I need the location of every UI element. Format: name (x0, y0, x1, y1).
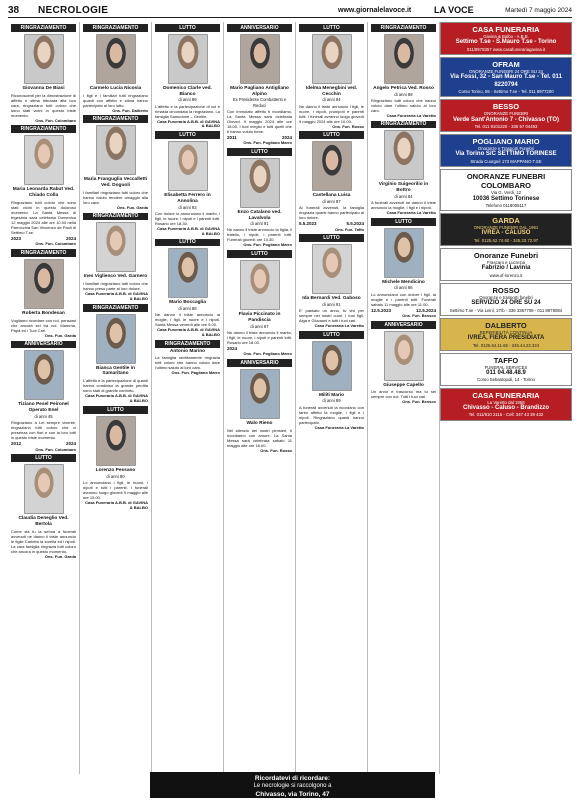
obituary-notice (155, 340, 220, 376)
portrait-photo (24, 464, 64, 514)
funeral-home-signature: Casa Funeraria La Varetto (314, 424, 364, 430)
portrait-photo (168, 248, 208, 298)
deceased-name: Bianca Gentile in Samaritano (96, 365, 135, 377)
notice-text: Ai funerali avvenuti, la famiglia ringrazia quanti hanno partecipato al loro dolore. (299, 205, 364, 221)
deceased-name: Enzo Catalano ved. Lavalvola (237, 209, 282, 221)
funeral-home-signature: Ons. Fun. Taffo (334, 226, 364, 232)
notice-type-band: LUTTO (227, 250, 292, 258)
funeral-home-signature: Ons. Fun. Pogliano Marro (243, 140, 292, 146)
obituary-column-2 (80, 22, 152, 774)
portrait-photo (384, 34, 424, 84)
funeral-home-ad (440, 248, 572, 281)
portrait-photo (168, 141, 208, 191)
ad-address: 10036 Settimo Torinese (472, 195, 540, 202)
notice-text: L'affetto e la partecipazione di quanti hanno condiviso la grande perdita sono stati di grande conforto. (83, 378, 148, 394)
deceased-name: Walo Rieno (246, 420, 273, 426)
year-start: 2012 (11, 441, 22, 447)
funeral-home-signature: Ons. Fun. Garda (116, 204, 148, 210)
ad-title: CASA FUNERARIA (472, 390, 540, 400)
paper-name: LA VOCE (434, 5, 474, 15)
obituary-notice (11, 454, 76, 559)
ad-contact: Telefono 0118005117 (485, 202, 527, 208)
footer-address: Chivasso, via Torino, 47 (255, 791, 330, 799)
ad-contact: Corso Sebastopoli, 14 - Torino (477, 377, 535, 383)
deceased-name: Angelo Petrica Ved. Rosso (373, 85, 434, 91)
ad-address: IVREA - CALUSO (481, 230, 531, 237)
ad-contact: Tel. 011 9101220 - 335 57 04493 (474, 123, 538, 129)
notice-type-band: RINGRAZIAMENTO (83, 304, 148, 312)
notice-text: A funerali avvenuti la ricordano con tanto affetto la moglie, i figli e i nipoti. Ringraziano quanti hanno partecipato. (299, 404, 364, 425)
deceased-name: Maria Leonarda Rabut Ved. Chiado Colla (12, 187, 75, 198)
ad-address: Settimo T.se - S.Mauro T.se - Torino (455, 39, 557, 46)
deceased-age: di anni 67 (250, 323, 269, 329)
notice-type-band: LUTTO (299, 24, 364, 32)
funeral-home-signature: Casa Funeraria A.B.B. di GAVINA & BALBO (85, 291, 148, 302)
obituary-notice (371, 24, 436, 119)
notice-type-band: LUTTO (155, 24, 220, 32)
notice-type-band: LUTTO (11, 454, 76, 462)
ad-subtitle: Via G. Verdi, 12 (490, 190, 522, 196)
ad-subtitle: Frascaro e Lucrezia (487, 260, 525, 266)
portrait-photo (384, 130, 424, 180)
notice-text: Un anno è trascorso ma tu sei sempre con noi. Tutti i tuoi cari. (371, 389, 436, 400)
footer-notice (150, 772, 435, 798)
notice-type-band: LUTTO (227, 148, 292, 156)
ad-subtitle: FUNERAL SERVICES (484, 364, 528, 370)
notice-type-band: RINGRAZIAMENTO (83, 213, 148, 221)
deceased-name: Antonio Marino (169, 348, 206, 354)
ad-contact: Tel. 0125.62.74.60 - 345.33.72.97 (473, 237, 539, 243)
funeral-home-ad (440, 283, 572, 316)
deceased-name: Lorenzo Pessano (95, 467, 136, 473)
ad-contact: Strada Cuorgnè 173 MAPPANO T.SE (470, 158, 542, 164)
deceased-age: di anni 93 (178, 204, 197, 210)
obituary-column-3 (152, 22, 224, 774)
notice-type-band: LUTTO (299, 234, 364, 242)
notice-type-band: RINGRAZIAMENTO (11, 24, 76, 32)
deceased-name: Michele Mendicino (382, 279, 425, 285)
obituary-notice (299, 234, 364, 329)
funeral-home-signature: Ons. Fun. Colombaro (35, 241, 76, 247)
notice-text: Ne danno il triste annuncio i figli, le nuore, i nipoti, pronipoti e parenti tutti. I funerali avranno luogo giovedì 9 maggio 2024 alle ore 10.00. (299, 103, 364, 124)
ad-subtitle: ONORANZE FUNEBRI (483, 111, 529, 117)
portrait-photo (24, 350, 64, 400)
notice-text: Ringraziano tutti coloro che sono stati vicini in questo doloroso momento. La Santa Messa di trigesima sarà celebrata Domenica 12 maggio 2024 alle ore 10.00 nella Parrocchia San Vincenzo de Paoli di Settimo T.se. (11, 199, 76, 235)
funeral-home-ad (440, 22, 572, 55)
ad-title: Onoranze Funebri (473, 250, 539, 260)
obituary-notice (11, 249, 76, 338)
obituary-notice (155, 131, 220, 236)
funeral-home-ad (440, 318, 572, 351)
obituary-notice (371, 218, 436, 319)
notice-text: Con immutato affetto ti ricordiamo. La Santa Messa sarà celebrata Gioved. 9 maggio 2024 alle ore 18.00. I tuoi meglio e tutti quelli che ti hanno voluto bene. (227, 108, 292, 134)
notice-text: Nel silenzio dei nostri pensieri, ti ricordiamo con amore. La Santa Messa sarà celebrata sabato 11 maggio alle ore 18.00. (227, 427, 292, 448)
notice-text: I familiari ringraziano tutti coloro che hanno preso parte al loro dolore. (83, 281, 148, 292)
portrait-photo (24, 34, 64, 84)
footer-line-1: Ricordatevi di ricordare: (254, 775, 331, 782)
deceased-age: di anni 89 (178, 97, 197, 103)
deceased-name: Giuseppe Capello (383, 382, 424, 388)
notice-years (11, 441, 76, 446)
funeral-home-ad (440, 99, 572, 132)
funeral-home-ad (440, 57, 572, 97)
obituary-notice (371, 321, 436, 405)
year-end: 2024 (281, 134, 292, 140)
ad-title: ROSSO (492, 285, 520, 295)
deceased-name: Elisabetta Ferrero in Annolina (164, 192, 211, 204)
notice-type-band: ANNIVERSARIO (371, 321, 436, 329)
deceased-name: Flavia Piccinato in Pandiscia (238, 312, 281, 323)
ad-address: Fabrizio / Lavinia (481, 265, 531, 272)
funeral-home-signature: Ons. Fun. Rosso (332, 123, 364, 129)
funeral-home-signature: Casa Funeraria La Varetto (314, 323, 364, 329)
notice-text: Lo annunciano con dolore i figli, la moglie e i parenti tutti. Funerali sabato 11 maggio alle ore 11.00. (371, 291, 436, 307)
notice-text: Ne danno il triste annuncio il marito, i figli, le nuore, i nipoti e parenti tutti. Rosario ore 18.00. (227, 329, 292, 345)
deceased-name: Roberta Bondesan (22, 310, 65, 316)
funeral-home-ad (440, 213, 572, 246)
notice-text: Come sia fu la sehna a funerali avvenuti ne danno il triste annuncio le figlie Carlotta la sorella ed i nipoti. La cara famiglia ringrazia tutti coloro che ancora in questo momento. (11, 528, 76, 554)
notice-type-band: RINGRAZIAMENTO (11, 125, 76, 133)
notice-type-band: ANNIVERSARIO (11, 341, 76, 349)
funeral-home-signature: Ons. Fun. Pogliano Marro (243, 242, 292, 248)
ad-subtitle: REPERIBILITÀ CONTINUA (479, 329, 533, 335)
portrait-photo (168, 34, 208, 84)
portrait-photo (96, 34, 136, 84)
deceased-name: Maria Franguglia Veccalletti Ved. Doguoli (83, 177, 148, 188)
deceased-age: di anni 80 (106, 473, 125, 479)
notice-type-band: RINGRAZIAMENTO (371, 121, 436, 129)
year-start: 12.5.2023 (371, 307, 392, 313)
obituary-notice (227, 148, 292, 248)
section-title: NECROLOGIE (38, 5, 109, 16)
obituary-column-6 (368, 22, 440, 774)
notice-text: Ne danno il triste annuncio la figlia, il fratello, i nipoti, i parenti tutti. Funerali giovedì ore 10.30. (227, 227, 292, 243)
portrait-photo (240, 260, 280, 310)
portrait-photo (240, 34, 280, 84)
notice-type-band: RINGRAZIAMENTO (155, 340, 220, 348)
deceased-age: di anni 91 (322, 301, 341, 307)
obituary-notice (11, 341, 76, 453)
deceased-name: Virginio Suigeorilio in Bottro (378, 182, 429, 194)
obituary-notice (11, 125, 76, 247)
obituary-notice (83, 115, 148, 210)
portrait-photo (96, 222, 136, 272)
notice-type-band: RINGRAZIAMENTO (83, 24, 148, 32)
obituary-notice (299, 24, 364, 129)
notice-type-band: ANNIVERSARIO (227, 359, 292, 367)
obituary-column-5 (296, 22, 368, 774)
notice-type-band: LUTTO (299, 331, 364, 339)
ad-subtitle: Onoranze e trasporti funebri (479, 295, 533, 301)
obituary-notice (83, 406, 148, 510)
portrait-photo (312, 141, 352, 191)
funeral-home-ad (440, 388, 572, 421)
portrait-photo (24, 259, 64, 309)
notice-text: Con dolore lo annunciano il marito, i figli, le nuore, i nipoti e i parenti tutti. Rosario ore 18.30. (155, 210, 220, 226)
funeral-home-signature: Ons. Fun. Pogliano Marro (243, 351, 292, 357)
notice-text: Ne danno il triste annuncio la moglie, i figli, le nuore e i nipoti. Santa Messa venerdì alle ore 9.00. (155, 312, 220, 328)
portrait-photo (24, 135, 64, 185)
deceased-name: Domenico Clarle ved. Bianco (163, 85, 212, 97)
deceased-age: di anni 45 (34, 413, 53, 419)
year-start: 2023 (11, 235, 22, 241)
ad-address: Verde Sant'Antonio 7 - Chivasso (TO) (453, 116, 559, 123)
notice-type-band: RINGRAZIAMENTO (83, 115, 148, 123)
ad-contact: Corso Torino, 55 - Settimo T.se - Tel. 011 8977200 (458, 88, 554, 94)
obituary-notice (227, 250, 292, 357)
ad-subtitle: ONORANZE FUNEBRI 24 ORE SU 24 (468, 69, 544, 75)
ad-contact: Tel. 011/910 2115 - Cell: 347 43 39 432 (468, 412, 544, 418)
notice-type-band: RINGRAZIAMENTO (11, 249, 76, 257)
deceased-name: Idelma Menegbini ved. Cecchin (305, 85, 358, 97)
obituary-notice (299, 331, 364, 431)
deceased-name: Ines Viglienco Ved. Garnero (83, 274, 148, 280)
deceased-name: Militi Mario (318, 392, 345, 398)
notice-text: A funerali avvenuti ne danno il triste annuncio la moglie, i figli e i nipoti. (371, 200, 436, 211)
page-number: 38 (8, 5, 20, 16)
ad-address: 011 04.48.48.9 (486, 370, 526, 377)
deceased-name: Castellana Luisa (312, 193, 351, 199)
ad-subtitle: La Varetto dal 1968 (487, 399, 525, 405)
ad-address: IVREA, FIERA PRESIDIATA (467, 335, 545, 342)
obituary-column-4 (224, 22, 296, 774)
funeral-home-signature: Ons. Fun. Garda (44, 553, 76, 559)
funeral-home-signature: Casa Funeraria La Varetto (386, 210, 436, 216)
ad-address: Via Torino S/C SETTIMO TORINESE (455, 151, 557, 158)
ad-subtitle: Onoranze e Trasporti Funebri (477, 146, 535, 152)
footer-line-2: Le necrologie si raccolgono a (253, 782, 332, 789)
deceased-age: di anni 87 (322, 198, 341, 204)
obituary-notice (299, 131, 364, 232)
notice-text: I familiari ringraziano tutti coloro che hanno voluto rendere omaggio alla loro cara. (83, 189, 148, 205)
funeral-home-signature: Ons. Fun. Garda (44, 332, 76, 338)
notice-text: La famiglia sentitamente ringrazia tutti coloro che hanno voluto dare l'ultimo saluto al loro caro. (155, 355, 220, 371)
deceased-age: di anni 84 (394, 193, 413, 199)
funeral-home-signature: Ons. Fun. Colombaro (35, 117, 76, 123)
ad-subtitle: Gavina & Balbo - A.B.B. (483, 34, 529, 40)
ad-contact: 011/8978357 www.casafunerariagavina.it (466, 46, 546, 52)
deceased-age: di anni 89 (322, 398, 341, 404)
obituary-notice (227, 24, 292, 146)
notice-text: E' passato un anno, tu vivi per sempre nei nostri cuori. I tuoi figli, Alga e Giovanni e tutti i tuoi cari. (299, 308, 364, 324)
funeral-home-signature: Casa Funeraria A.B.B. di GAVINA & BALBO (157, 225, 220, 236)
notice-type-band: LUTTO (83, 406, 148, 414)
portrait-photo (96, 314, 136, 364)
notice-type-band: ANNIVERSARIO (227, 24, 292, 32)
deceased-age: Ex Presidente Combattenti e Reduci (232, 97, 287, 108)
notice-years (299, 221, 364, 226)
funeral-home-ad (440, 134, 572, 167)
deceased-name: Mario Boccaglia (169, 300, 206, 306)
notice-type-band: LUTTO (371, 218, 436, 226)
portrait-photo (312, 244, 352, 294)
funeral-home-signature: Ons. Fun. Bessco (402, 399, 436, 405)
year-start: 5.5.2023 (299, 221, 317, 227)
funeral-home-signature: Casa Funeraria A.B.B. di GAVINA & BALBO (85, 499, 148, 510)
deceased-name: Mario Pagliano Antigliano Alpino (230, 85, 289, 97)
page-header (8, 4, 572, 18)
funeral-home-signature: Casa Funeraria A.B.B. di GAVINA & BALBO (157, 118, 220, 129)
obituary-notice (11, 24, 76, 123)
notice-type-band: LUTTO (155, 239, 220, 247)
portrait-photo (240, 158, 280, 208)
notice-text: I figli e i familiari tutti ringraziano quanti con affetto e stima hanno partecipato al loro lutto. (83, 92, 148, 108)
obituary-notice (83, 304, 148, 404)
deceased-age: di anni 91 (250, 221, 269, 227)
year-start: 2024 (227, 345, 238, 351)
portrait-photo (312, 341, 352, 391)
portrait-photo (96, 125, 136, 175)
deceased-name: Claudia Deneglio Ved. Bertola (18, 516, 69, 527)
obituary-notice (155, 239, 220, 338)
notice-text: Vogliamo ricordare con noi, pensarsi che ancora sei tra noi. Mamma, Papà ed i Tuoi Cari. (11, 317, 76, 333)
ad-address: Chivasso - Caluso - Brandizzo (462, 405, 549, 412)
deceased-name: Giovanna De Biasi (22, 85, 65, 91)
issue-date: Martedì 7 maggio 2024 (505, 7, 572, 14)
portrait-photo (312, 34, 352, 84)
ad-title: CASA FUNERARIA (472, 25, 540, 34)
notice-text: Ringraziano a Lei sempre vivente, ringraziano tutti coloro che ci presenza con fiori e con la loro tutti in questo triste momento. (11, 420, 76, 441)
year-end: 2024 (65, 441, 76, 447)
ad-address: SERVIZIO 24 ORE SU 24 (471, 300, 541, 307)
ad-title: OFRAM (492, 59, 520, 69)
funeral-home-signature: Ons. Fun. Bessco (402, 313, 436, 319)
deceased-age: di anni 88 (394, 91, 413, 97)
deceased-name: Ida Bernardi Ved. Gaboso (302, 296, 361, 302)
funeral-home-ad (440, 353, 572, 386)
year-end: 5.5.2024 (346, 221, 364, 227)
funeral-home-signature: Ons. Fun. Dalberto (112, 107, 148, 113)
notice-type-band: LUTTO (299, 131, 364, 139)
obituary-notice (83, 24, 148, 113)
funeral-home-signature: Casa Funeraria A.B.B. di GAVINA & BALBO (157, 327, 220, 338)
obituary-notice (371, 121, 436, 216)
funeral-home-signature: Ons. Fun. Pagliano Marro (171, 370, 220, 376)
deceased-age: di anni 94 (322, 97, 341, 103)
portrait-photo (96, 416, 136, 466)
deceased-age: di anni 66 (394, 285, 413, 291)
notice-text: L'affetto e la partecipazione di cui è rimasta circondata la ringraziano. La famiglia Samudone – Gentile. (155, 103, 220, 119)
obituary-notice (83, 213, 148, 302)
funeral-home-signature: Casa Funeraria La Varetto (386, 112, 436, 118)
year-end: 2024 (65, 235, 76, 241)
funeral-home-signature: Casa Funeraria A.B.B. di GAVINA & BALBO (85, 393, 148, 404)
ad-subtitle: ONORANZE FUNEBRI DAL 1951 (473, 225, 539, 231)
deceased-name: Tiziano Pesel Peironel Operato Enel (18, 402, 69, 414)
ad-title: DALBERTO (485, 320, 527, 330)
funeral-home-ad (440, 169, 572, 211)
notice-text: Lo annunciano i figli, le nuore, i nipoti e tutti i parenti. I funerali avranno luogo giovedì 9 maggio alle ore 15.00. (83, 479, 148, 500)
notice-text: Ringraziano tutti coloro che hanno voluto dare l'ultimo saluto al loro caro. (371, 97, 436, 113)
funeral-home-signature: Ons. Fun. Colombaro (35, 446, 76, 452)
funeral-ads-column (440, 22, 572, 774)
ad-title: TAFFO (493, 355, 519, 365)
year-end: 12.5.2024 (415, 307, 436, 313)
year-start: 2011 (227, 134, 237, 140)
obituary-notice (227, 359, 292, 453)
site-link[interactable]: www.giornalelavoce.it (338, 7, 412, 14)
portrait-photo (240, 369, 280, 419)
deceased-name: Carmelo Lucia Nicosia (89, 85, 142, 91)
ad-title: GARDA (492, 216, 520, 226)
ad-contact: www.of-lorenzo.it (489, 272, 523, 278)
ad-contact: Settimo T.se - Via Leinì, 27/b - 339 3367709 - 011 8978084 (449, 307, 563, 313)
funeral-home-signature: Ons. Fun. Rosso (260, 447, 292, 453)
notice-type-band: RINGRAZIAMENTO (371, 24, 436, 32)
deceased-age: di anni 88 (178, 306, 197, 312)
ad-contact: Tel. 0125.64.11.65 - 345.44.22.324 (472, 342, 540, 348)
ad-title: BESSO (492, 102, 520, 112)
notice-text: Riconoscenti per la dimostrazione di affetto e stima tributata alla loro cara, ringraziano tutti coloro che sono stati vicini in questo triste momento. (11, 92, 76, 118)
ad-address: Via Fossi, 32 - San Mauro T.se - Tel. 011 8220794 (450, 74, 562, 88)
obituary-notice (155, 24, 220, 129)
obituary-column-1 (8, 22, 80, 774)
ad-title: ONORANZE FUNEBRI COLOMBARO (466, 172, 546, 191)
portrait-photo (384, 331, 424, 381)
ad-title: POGLIANO MARIO (472, 137, 540, 147)
notice-type-band: LUTTO (155, 131, 220, 139)
portrait-photo (384, 228, 424, 278)
